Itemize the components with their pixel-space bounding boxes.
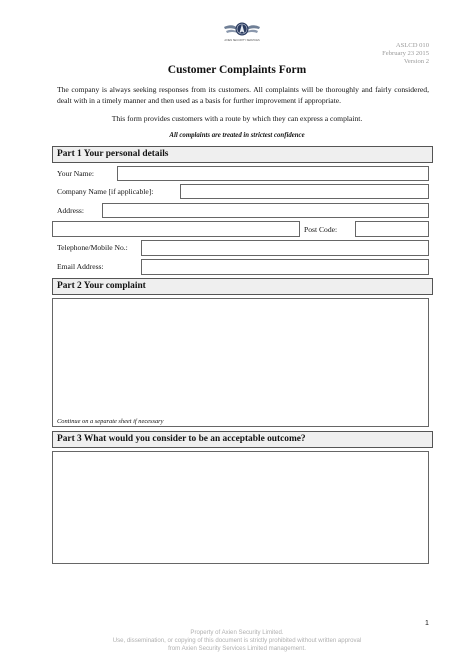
continue-note: Continue on a separate sheet if necessary — [57, 418, 164, 425]
part2-heading: Part 2 Your complaint — [52, 278, 433, 295]
document-reference — [382, 42, 429, 66]
company-label: Company Name [if applicable]: — [57, 187, 154, 196]
phone-label: Telephone/Mobile No.: — [57, 243, 128, 252]
postcode-label: Post Code: — [304, 225, 338, 234]
doc-code: ASLCD 010 — [395, 42, 429, 49]
part1-heading: Part 1 Your personal details — [52, 146, 433, 163]
address-field-line2[interactable] — [52, 221, 300, 237]
company-logo — [222, 14, 262, 48]
intro-paragraph: The company is always seeking responses from its customers. All complaints will be thoroughly and fairly considered, dealt with in a timely manner and then used as a basis for further improvement if appropriate. — [57, 85, 429, 105]
doc-version: Version 2 — [403, 58, 429, 65]
name-field[interactable] — [117, 166, 429, 181]
phone-field[interactable] — [141, 240, 429, 256]
name-label: Your Name: — [57, 169, 94, 178]
provides-text: This form provides customers with a route by which they can express a complaint. — [111, 114, 363, 123]
footer-line2: Use, dissemination, or copying of this document is strictly prohibited without written approval — [112, 637, 362, 644]
postcode-field[interactable] — [355, 221, 429, 237]
page-number: 1 — [425, 620, 429, 627]
footer-line1: Property of Axien Security Limited. — [190, 629, 284, 636]
footer-line3: from Axien Security Services Limited management. — [168, 645, 306, 652]
email-field[interactable] — [141, 259, 429, 275]
address-field-line1[interactable] — [102, 203, 429, 218]
part3-heading: Part 3 What would you consider to be an acceptable outcome? — [52, 431, 433, 448]
page-title: Customer Complaints Form — [167, 64, 307, 76]
confidence-notice: All complaints are treated in strictest confidence — [169, 132, 305, 139]
complaint-textarea[interactable] — [52, 298, 429, 427]
address-label: Address: — [57, 206, 84, 215]
doc-date: February 23 2015 — [382, 50, 429, 57]
outcome-textarea[interactable] — [52, 451, 429, 564]
logo-text: AXIEN SECURITY SERVICES — [224, 39, 260, 42]
company-field[interactable] — [180, 184, 429, 199]
email-label: Email Address: — [57, 262, 104, 271]
